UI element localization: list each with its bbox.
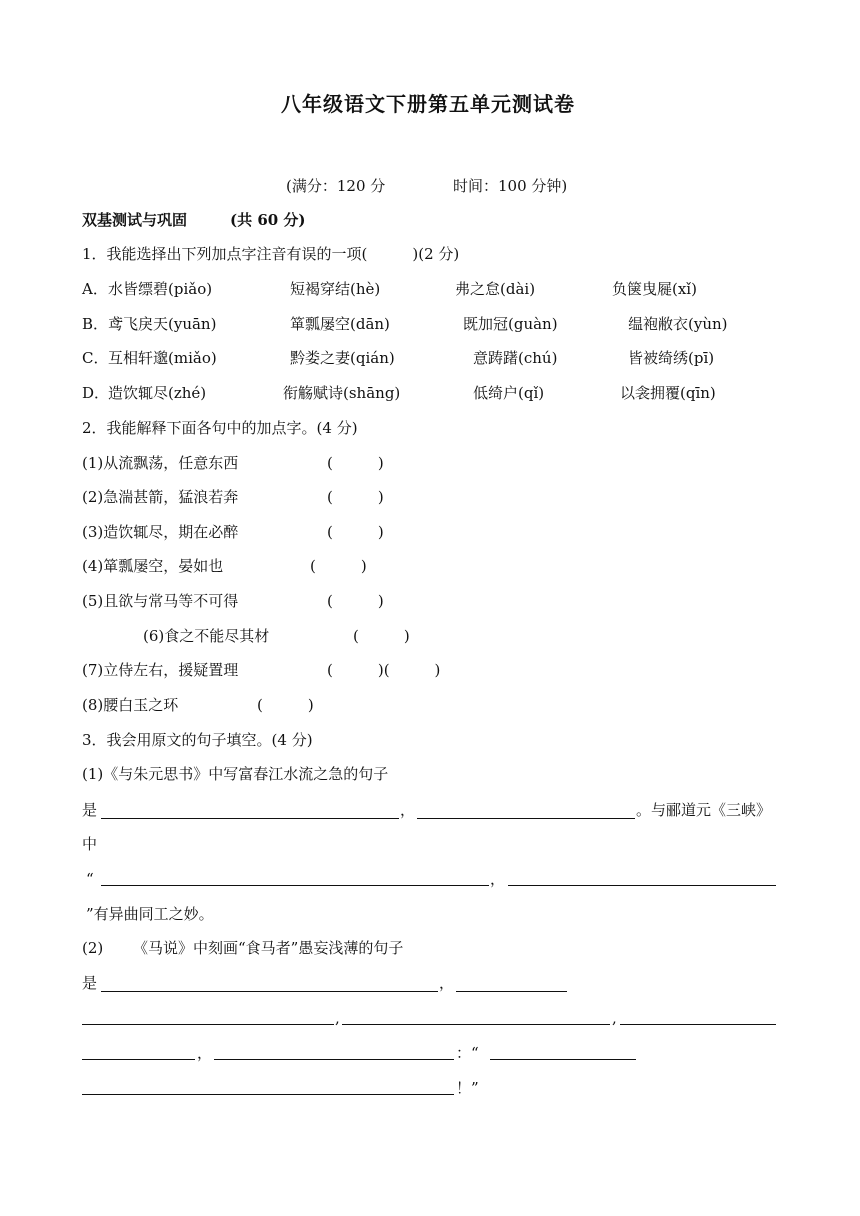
option-c-item: 互相轩邈(miǎo) [108, 349, 217, 367]
q2-item-text: (8)腰白玉之环 [82, 696, 179, 714]
time-limit: 时间：100 分钟) [453, 177, 568, 195]
fill-blank-line[interactable] [101, 818, 399, 819]
comma: ， [490, 870, 506, 888]
q2-answer-blank[interactable]: ( ) [327, 488, 384, 506]
fill-blank-line[interactable] [82, 1094, 454, 1095]
q3-part2-shi: 是 [82, 974, 98, 992]
q3-part1-shi: 是 [82, 801, 98, 819]
colon-quote: ：“ [456, 1044, 479, 1062]
option-c-item: 意踌躇(chú) [473, 349, 558, 367]
q2-item-text: (5)且欲与常马等不可得 [82, 592, 239, 610]
option-d-item: 造饮辄尽(zhé) [108, 384, 207, 402]
option-c-item: 皆被绮绣(pī) [628, 349, 715, 367]
q2-item-text: (3)造饮辄尽，期在必醉 [82, 523, 239, 541]
option-a-label: A． [82, 280, 108, 298]
q3-part1-intro: (1)《与朱元思书》中写富春江水流之急的句子 [82, 765, 389, 783]
fill-blank-line[interactable] [456, 991, 567, 992]
option-b-item: 箪瓢屡空(dān) [290, 315, 390, 333]
fill-blank-line[interactable] [342, 1024, 610, 1025]
fill-blank-line[interactable] [101, 885, 489, 886]
fill-blank-line[interactable] [82, 1024, 334, 1025]
option-d-item: 衔觞赋诗(shāng) [283, 384, 401, 402]
q3-part1-tail: 。与郦道元《三峡》 [636, 801, 772, 819]
q3-part1-end: ”有异曲同工之妙。 [86, 905, 214, 923]
comma: ， [439, 974, 455, 992]
fill-blank-line[interactable] [214, 1059, 454, 1060]
q2-answer-blank[interactable]: ( ) [353, 627, 410, 645]
full-score: (满分：120 分 [286, 177, 386, 195]
fill-blank-line[interactable] [508, 885, 776, 886]
option-c-item: 黔娄之妻(qián) [290, 349, 395, 367]
q2-item-text: (4)箪瓢屡空，晏如也 [82, 557, 224, 575]
comma: ， [197, 1044, 213, 1062]
option-d-item: 低绮户(qǐ) [473, 384, 545, 402]
comma: , [612, 1009, 617, 1027]
q3-part2-intro: 《马说》中刻画“食马者”愚妄浅薄的句子 [133, 939, 404, 957]
open-quote: “ [86, 870, 94, 888]
q3-part2-num: (2) [82, 939, 104, 957]
q3-part2-end: ！” [456, 1079, 479, 1097]
section-heading: 双基测试与巩固 [82, 211, 188, 229]
option-d-item: 以衾拥覆(qīn) [620, 384, 716, 402]
fill-blank-line[interactable] [490, 1059, 636, 1060]
fill-blank-line[interactable] [101, 991, 438, 992]
q2-answer-blank[interactable]: ( ) [327, 454, 384, 472]
q2-answer-blank[interactable]: ( ) [310, 557, 367, 575]
fill-blank-line[interactable] [82, 1059, 195, 1060]
fill-blank-line[interactable] [620, 1024, 776, 1025]
option-a-item: 水皆缥碧(piǎo) [108, 280, 213, 298]
comma: ， [400, 801, 416, 819]
q2-item-text: (7)立侍左右，援疑置理 [82, 661, 239, 679]
q2-stem: 2．我能解释下面各句中的加点字。(4 分) [82, 419, 358, 437]
q2-item-text: (1)从流飘荡，任意东西 [82, 454, 239, 472]
q2-answer-blank[interactable]: ( )( ) [327, 661, 441, 679]
q3-part1-zhong: 中 [82, 835, 98, 853]
option-a-item: 负箧曳屣(xǐ) [612, 280, 697, 298]
fill-blank-line[interactable] [417, 818, 635, 819]
q2-answer-blank[interactable]: ( ) [257, 696, 314, 714]
comma: , [335, 1009, 340, 1027]
q2-item-text: (6)食之不能尽其材 [143, 627, 270, 645]
option-d-label: D． [82, 384, 110, 402]
option-c-label: C． [82, 349, 109, 367]
q1-stem: 1．我能选择出下列加点字注音有误的一项( )(2 分) [82, 245, 460, 263]
page-title: 八年级语文下册第五单元测试卷 [281, 92, 575, 116]
q2-answer-blank[interactable]: ( ) [327, 523, 384, 541]
option-b-label: B． [82, 315, 109, 333]
option-a-item: 弗之怠(dài) [455, 280, 536, 298]
option-b-item: 既加冠(guàn) [463, 315, 558, 333]
q3-stem: 3．我会用原文的句子填空。(4 分) [82, 731, 313, 749]
option-b-item: 缊袍敝衣(yùn) [628, 315, 728, 333]
section-points: (共 60 分) [230, 211, 306, 229]
q2-item-text: (2)急湍甚箭，猛浪若奔 [82, 488, 239, 506]
option-b-item: 鸢飞戾天(yuān) [108, 315, 217, 333]
q2-answer-blank[interactable]: ( ) [327, 592, 384, 610]
option-a-item: 短褐穿结(hè) [290, 280, 381, 298]
